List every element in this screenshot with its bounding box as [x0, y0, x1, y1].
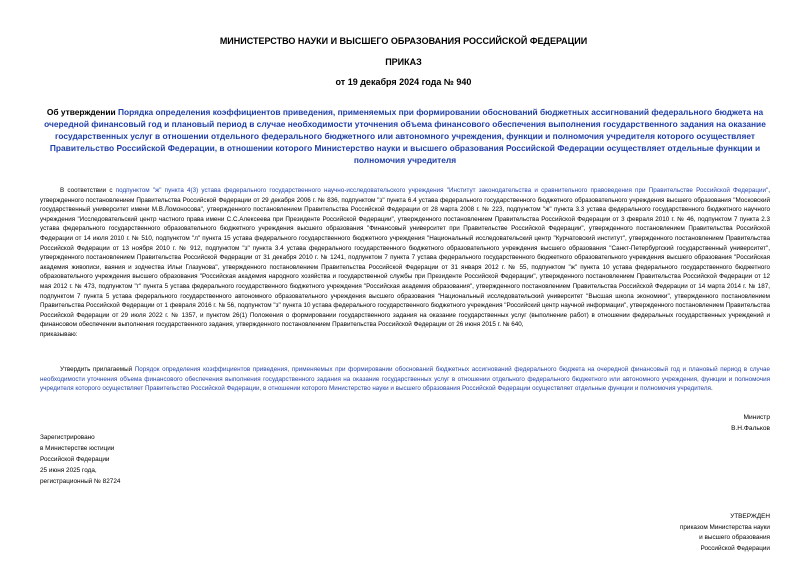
- registration-line-5: регистрационный № 82724: [40, 478, 121, 485]
- title-prefix: Об утверждении: [46, 107, 118, 117]
- approved-block: [680, 512, 770, 554]
- preamble-charter-link[interactable]: подпунктом "ж" пункта 4(3) устава федерального государственного научно-исследовательского учреждения "Институт законодательства и сравнительного правоведения при Правительстве Российской Федерации": [115, 187, 769, 194]
- signature-name: В.Н.Фальков: [731, 425, 770, 432]
- registration-line-3: Российской Федерации: [40, 456, 110, 463]
- preamble-text: , утвержденного постановлением Правительства Российской Федерации от 29 декабря 2006 г. № 836, подпунктом "з" пункта 6.4 устава федерального государственного бюджетного образовательного учреждения высшего образования "Московский государственный университет имени М.В.Ломоносова", утвержденного постановлением Правительства Российской Федерации от 28 марта 2008 г. № 223, подпунктом "ж" пункта 3.3 устава федерального государственного бюджетного научного учреждения "Исследовательский центр частного права имени С.С.Алексеева при Президенте Российской Федерации", утвержденного постановлением Правительства Российской Федерации от 3 февраля 2010 г. № 46, подпунктом 7 пункта 2.3 устава федерального государственного образовательного бюджетного учреждения высшего образования "Финансовый университет при Правительстве Российской Федерации", утвержденного постановлением Правительства Российской Федерации от 14 июля 2010 г. № 510, подпунктом "л" пункта 15 устава федерального государственного бюджетного учреждения "Национальный исследовательский центр "Курчатовский институт", утвержденного постановлением Правительства Российской Федерации от 13 ноября 2010 г. № 912, подпунктом "з" пункта 3.4 устава федерального государственного бюджетного образовательного учреждения высшего образования "Санкт-Петербургский государственный университет", утвержденного постановлением Правительства Российской Федерации от 31 декабря 2010 г. № 1241, подпунктом 7 пункта 7 устава федерального государственного бюджетного образовательного учреждения высшего образования "Российская академия живописи, ваяния и зодчества Ильи Глазунова", утвержденного постановлением Правительства Российской Федерации от 31 января 2012 г. № 55, подпунктом "ж" пункта 10 устава федерального государственного бюджетного образовательного учреждения высшего образования "Российская академия народного хозяйства и государственной службы при Президенте Российской Федерации", утвержденного постановлением Правительства Российской Федерации от 12 мая 2012 г. № 473, подпунктом "г" пункта 5 устава федерального государственного бюджетного учреждения "Российская академия образования", утвержденного постановлением Правительства Российской Федерации от 14 марта 2014 г. № 187, подпунктом 7 пункта 5 устава федерального государственного автономного образовательного учреждения высшего образования "Национальный исследовательский университет "Высшая школа экономики", утвержденного постановлением Правительства Российской Федерации от 1 февраля 2016 г. № 56, подпунктом "з" пункта 10 устава федерального государственного бюджетного учреждения "Российский центр научной информации", утвержденного постановлением Правительства Российской Федерации от 29 июля 2022 г. № 1357, и пунктом 26(1) Положения о формировании государственного задания на оказание государственных услуг (выполнение работ) в отношении федеральных государственных учреждений и финансовом обеспечении выполнения государственного задания, утвержденного постановлением Правительства Российской Федерации от 26 июня 2015 г. № 640,: [40, 187, 771, 329]
- registration-line-4: 25 июня 2025 года,: [40, 467, 97, 474]
- signature-block: [731, 412, 770, 434]
- order-word: приказываю:: [40, 330, 78, 338]
- approved-line-1: УТВЕРЖДЕН: [730, 513, 770, 520]
- decree-paragraph: [40, 365, 770, 394]
- approved-line-2: приказом Министерства науки: [679, 523, 770, 531]
- approved-line-4: Российской Федерации: [700, 544, 770, 552]
- title-procedure-link[interactable]: Порядка определения коэффициентов приведения, применяемых при формировании обоснований бюджетных ассигнований федерального бюджета на очередной финансовый год и плановый период в случае необходимости уточнения объема финансового обеспечения выполнения государственного задания на оказание государственных услуг в отношении отдельного федерального бюджетного или автономного учреждения, функции и полномочия учредителя которого осуществляет Правительство Российской Федерации, в отношении которого Министерство науки и высшего образования Российской Федерации осуществляет отдельные функции и полномочия учредителя: [44, 107, 766, 165]
- decree-procedure-link[interactable]: Порядок определения коэффициентов приведения, применяемых при формировании обоснований бюджетных ассигнований федерального бюджета на очередной финансовый год и плановый период в случае необходимости уточнения объема финансового обеспечения выполнения государственного задания на оказание государственных услуг в отношении отдельного федерального бюджетного или автономного учреждения, функции и полномочия учредителя которого осуществляет Правительство Российской Федерации, в отношении которого Министерство науки и высшего образования Российской Федерации осуществляет отдельные функции и полномочия учредителя: [40, 366, 770, 393]
- ministry-name: МИНИСТЕРСТВО НАУКИ И ВЫСШЕГО ОБРАЗОВАНИЯ РОССИЙСКОЙ ФЕДЕРАЦИИ: [219, 36, 588, 46]
- document-title: [44, 106, 766, 166]
- preamble-lead: В соответствии с: [60, 187, 116, 194]
- registration-line-1: Зарегистрировано: [40, 434, 95, 441]
- decree: [40, 365, 770, 394]
- doc-type: ПРИКАЗ: [385, 57, 422, 67]
- decree-lead: Утвердить прилагаемый: [60, 366, 135, 373]
- date-number: от 19 декабря 2024 года № 940: [335, 77, 472, 87]
- decree-tail: .: [710, 385, 713, 393]
- signature-position: Министр: [743, 414, 770, 421]
- preamble: [40, 186, 770, 340]
- preamble-paragraph: [40, 186, 770, 330]
- registration-block: [40, 432, 120, 487]
- approved-line-3: и высшего образования: [699, 534, 770, 541]
- registration-line-2: в Министерстве юстиции: [40, 445, 115, 452]
